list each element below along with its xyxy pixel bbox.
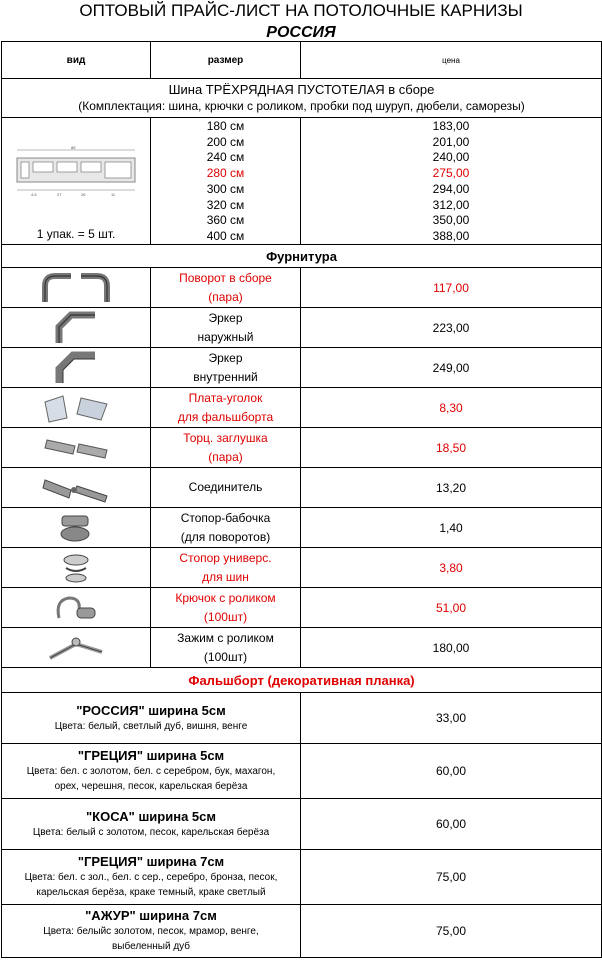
fitting-name: Зажим с роликом [177,630,274,645]
svg-text:26: 26 [81,192,86,197]
fitting-name: Стопор-бабочка [180,510,271,525]
fitting-price: 8,30 [301,388,602,428]
rail-price: 312,00 [301,197,602,213]
end-cap-icon [41,432,111,464]
rail-price: 388,00 [301,228,602,244]
rail-price: 294,00 [301,181,602,197]
fitting-name-2: (100шт) [203,609,248,624]
svg-text:88: 88 [71,145,76,150]
header-view: вид [2,42,151,79]
fitting-row [2,588,602,628]
rail-size: 240 см [151,150,301,166]
universal-stopper-icon [56,552,96,584]
valance-colors-2: выбеленный дуб [111,941,190,952]
fitting-price: 223,00 [301,308,602,348]
fitting-name-2: (для поворотов) [180,529,271,544]
fitting-name: Торц. заглушка [183,430,268,445]
page-title: ОПТОВЫЙ ПРАЙС-ЛИСТ НА ПОТОЛОЧНЫЕ КАРНИЗЫ [79,1,523,20]
fitting-price: 249,00 [301,348,602,388]
valance-colors-2: карельская берёза, краке темный, краке светлый [36,887,266,898]
fitting-row [2,628,602,668]
fitting-price: 180,00 [301,628,602,668]
fitting-name: Крючок с роликом [175,590,276,605]
fitting-name: Поворот в сборе [179,270,272,285]
valance-title: Фальшборт (декоративная планка) [2,668,602,693]
header-row [2,42,602,79]
valance-name: "ГРЕЦИЯ" ширина 5см [77,748,225,763]
rail-size: 400 см [151,228,301,244]
fitting-price: 3,80 [301,548,602,588]
fitting-price: 1,40 [301,508,602,548]
fitting-row [2,468,602,508]
header-price: цена [301,42,602,79]
fitting-price: 117,00 [301,268,602,308]
svg-text:4.5: 4.5 [31,192,37,197]
corner-pair-icon [41,272,111,304]
fitting-name-2: для шин [202,569,249,584]
valance-colors: Цвета: белыйс золотом, песок, мрамор, венге, [43,926,259,937]
roller-hook-icon [51,592,101,624]
valance-name: "КОСА" ширина 5см [86,808,216,824]
valance-price: 75,00 [301,905,602,958]
rail-pack-note: 1 упак. = 5 шт. [36,227,116,241]
valance-row [2,744,602,799]
rail-size: 180 см [151,118,301,134]
fitting-price: 13,20 [301,468,602,508]
roller-clip-icon [46,632,106,664]
rail-kit: (Комплектация: шина, крючки с роликом, пробки под шуруп, дюбели, саморезы) [78,99,525,113]
rail-size: 300 см [151,181,301,197]
valance-price: 60,00 [301,799,602,850]
rail-price: 275,00 [301,165,602,181]
corner-plate-icon [41,392,111,424]
header-size: размер [151,42,301,79]
fitting-row [2,268,602,308]
bay-inner-icon [51,351,101,385]
rail-size: 320 см [151,197,301,213]
fitting-name: Стопор универс. [179,550,272,565]
valance-colors: Цвета: бел. с золотом, бел. с серебром, бук, махагон, [26,766,276,777]
page-subtitle: РОССИЯ [266,24,336,41]
butterfly-stopper-icon [56,512,96,544]
rail-section-header [2,79,602,118]
fitting-name: Плата-уголок [188,390,263,405]
fitting-row [2,348,602,388]
fittings-section-header [2,245,602,268]
fitting-row [2,548,602,588]
rail-image-cell [2,118,151,245]
valance-row [2,799,602,850]
fitting-row [2,428,602,468]
valance-colors: Цвета: бел. с зол., бел. с сер., серебро, бронза, песок, [24,872,278,883]
rail-size: 200 см [151,134,301,150]
fitting-name-2: (пара) [208,289,243,304]
fitting-name-2: (100шт) [203,649,248,664]
rail-size: 360 см [151,212,301,228]
valance-price: 33,00 [301,693,602,744]
fitting-row [2,308,602,348]
svg-text:27: 27 [57,192,62,197]
connector-icon [41,472,111,504]
fitting-row [2,388,602,428]
fitting-name-2: наружный [197,329,254,344]
rail-price: 183,00 [301,118,602,134]
valance-colors: Цвета: белый с золотом, песок, карельская берёза [32,826,270,838]
fitting-price: 51,00 [301,588,602,628]
rail-price: 350,00 [301,212,602,228]
svg-text:11: 11 [111,192,116,197]
valance-price: 75,00 [301,850,602,905]
valance-colors-2: орех, черешня, песок, карельская берёза [54,781,248,792]
fitting-row [2,508,602,548]
rail-size: 280 см [151,165,301,181]
valance-section-header [2,668,602,693]
bay-outer-icon [51,311,101,345]
rail-price: 240,00 [301,150,602,166]
fitting-price: 18,50 [301,428,602,468]
valance-colors: Цвета: белый, светлый дуб, вишня, венге [54,720,248,732]
valance-row [2,693,602,744]
fitting-name: Эркер [208,350,243,365]
valance-name: "ГРЕЦИЯ" ширина 7см [77,854,225,869]
fittings-title: Фурнитура [2,245,602,268]
valance-name: "АЖУР" ширина 7см [85,908,217,923]
fitting-name: Эркер [208,310,243,325]
valance-row [2,905,602,958]
rail-title: Шина ТРЁХРЯДНАЯ ПУСТОТЕЛАЯ в сборе [168,82,435,97]
fitting-name: Соединитель [188,480,263,494]
rail-price: 201,00 [301,134,602,150]
price-table [1,41,602,958]
rail-profile-icon [11,144,141,204]
rail-row [2,118,602,134]
valance-price: 60,00 [301,744,602,799]
fitting-name-2: внутренний [193,369,258,384]
valance-row [2,850,602,905]
fitting-name-2: для фальшборта [177,409,274,424]
fitting-name-2: (пара) [208,449,243,464]
valance-name: "РОССИЯ" ширина 5см [76,702,226,718]
